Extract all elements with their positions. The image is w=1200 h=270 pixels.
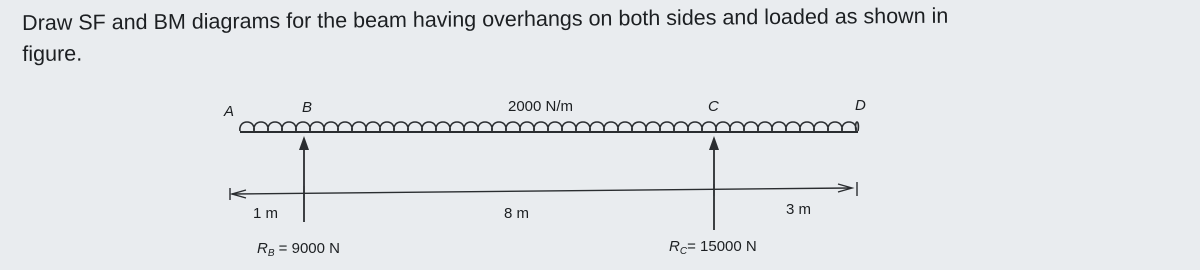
reaction-label-b: $R_B = 9000$ N [257,240,340,259]
reaction-label-c: $R_C= 15000$ N [669,238,757,257]
distributed-load-loops [240,122,859,131]
reaction-arrow-b [299,136,309,222]
point-label-d: D [855,97,866,114]
reaction-arrow-c [709,136,719,230]
point-label-c: C [708,98,719,115]
load-label: 2000 N/m [508,98,574,115]
span-label-ab: 1 m [253,205,279,222]
point-label-b: B [302,99,313,116]
span-label-cd: 3 m [786,201,812,218]
dimension-line [230,182,857,200]
question-line-2: figure. [22,41,83,66]
point-label-a: A [224,103,235,120]
question-line-1: Draw SF and BM diagrams for the beam having overhangs on both sides and loaded as shown in [22,3,949,35]
span-label-bc: 8 m [504,205,530,222]
